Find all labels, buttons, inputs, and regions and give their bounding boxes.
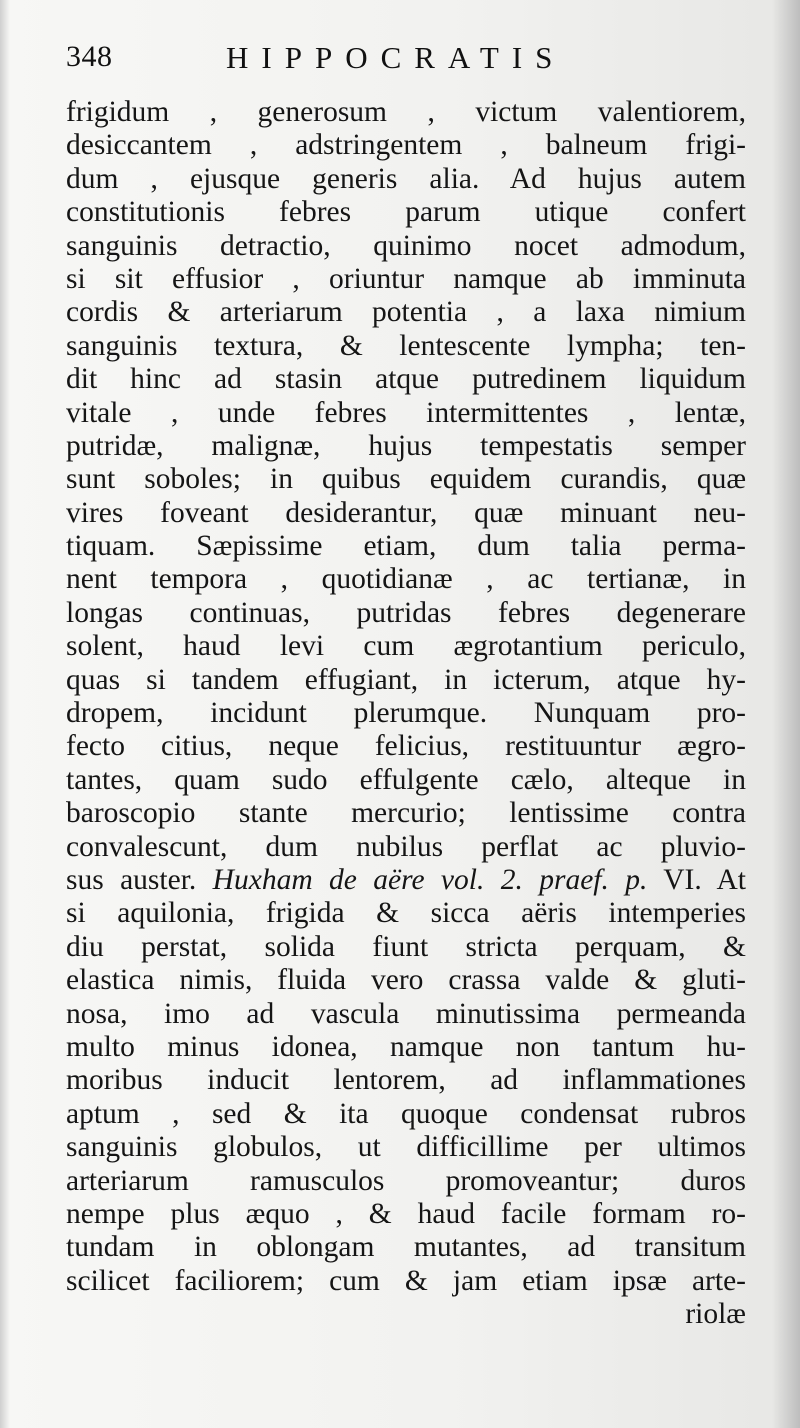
text-line: baroscopio stante mercurio; lentissime contra	[66, 797, 746, 830]
text-line: nent tempora , quotidianæ , ac tertianæ, in	[66, 563, 746, 596]
citation-line	[66, 864, 746, 897]
text-line: quas si tandem effugiant, in icterum, atque hy-	[66, 663, 746, 696]
running-title: HIPPOCRATIS	[226, 40, 566, 75]
text-line: desiccantem , adstringentem , balneum frigi-	[66, 129, 746, 162]
text-line: tantes, quam sudo effulgente cælo, alteque in	[66, 763, 746, 796]
text-line: diu perstat, solida fiunt stricta perquam, &	[66, 930, 746, 963]
text-line: longas continuas, putridas febres degenerare	[66, 596, 746, 629]
text-line: cordis & arteriarum potentia , a laxa nimium	[66, 296, 746, 329]
page-number: 348	[66, 40, 113, 73]
text-line: dropem, incidunt plerumque. Nunquam pro-	[66, 697, 746, 730]
text-line: sunt soboles; in quibus equidem curandis, quæ	[66, 463, 746, 496]
text-line: nempe plus æquo , & haud facile formam ro-	[66, 1197, 746, 1230]
text-line: sanguinis globulos, ut difficillime per ultimos	[66, 1131, 746, 1164]
text-line: solent, haud levi cum ægrotantium periculo,	[66, 630, 746, 663]
citation-before: sus auster.	[66, 863, 197, 896]
citation-after: VI. At	[663, 863, 747, 896]
text-line: sanguinis detractio, quinimo nocet admodum,	[66, 229, 746, 262]
catchword: riolæ	[685, 1298, 746, 1331]
text-line: moribus inducit lentorem, ad inflammationes	[66, 1064, 746, 1097]
text-line: aptum , sed & ita quoque condensat rubros	[66, 1097, 746, 1130]
text-line: elastica nimis, fluida vero crassa valde & gluti-	[66, 964, 746, 997]
text-line: sanguinis textura, & lentescente lympha; ten-	[66, 329, 746, 362]
text-line: tiquam. Sæpissime etiam, dum talia perma-	[66, 530, 746, 563]
text-line: putridæ, malignæ, hujus tempestatis semper	[66, 429, 746, 462]
text-line: multo minus idonea, namque non tantum hu-	[66, 1030, 746, 1063]
text-line: frigidum , generosum , victum valentiorem,	[66, 96, 746, 128]
text-line: si sit effusior , oriuntur namque ab imminuta	[66, 262, 746, 295]
text-line: fecto citius, neque felicius, restituuntur ægro-	[66, 730, 746, 763]
running-head	[66, 40, 586, 92]
text-line: convalescunt, dum nubilus perflat ac pluvio-	[66, 830, 746, 863]
text-line: vitale , unde febres intermittentes , lentæ,	[66, 396, 746, 429]
main-text-block	[66, 96, 746, 1331]
text-line: scilicet faciliorem; cum & jam etiam ipsæ arte-	[66, 1264, 746, 1297]
text-line: vires foveant desiderantur, quæ minuant neu-	[66, 496, 746, 529]
text-line: dit hinc ad stasin atque putredinem liquidum	[66, 363, 746, 396]
text-line: constitutionis febres parum utique confert	[66, 196, 746, 229]
text-line: dum , ejusque generis alia. Ad hujus autem	[66, 162, 746, 195]
text-line: arteriarum ramusculos promoveantur; duros	[66, 1164, 746, 1197]
text-line: nosa, imo ad vascula minutissima permeanda	[66, 997, 746, 1030]
citation-italic: Huxham de aëre vol. 2. praef. p.	[212, 863, 648, 896]
text-line: si aquilonia, frigida & sicca aëris intemperies	[66, 897, 746, 930]
text-line: tundam in oblongam mutantes, ad transitum	[66, 1231, 746, 1264]
